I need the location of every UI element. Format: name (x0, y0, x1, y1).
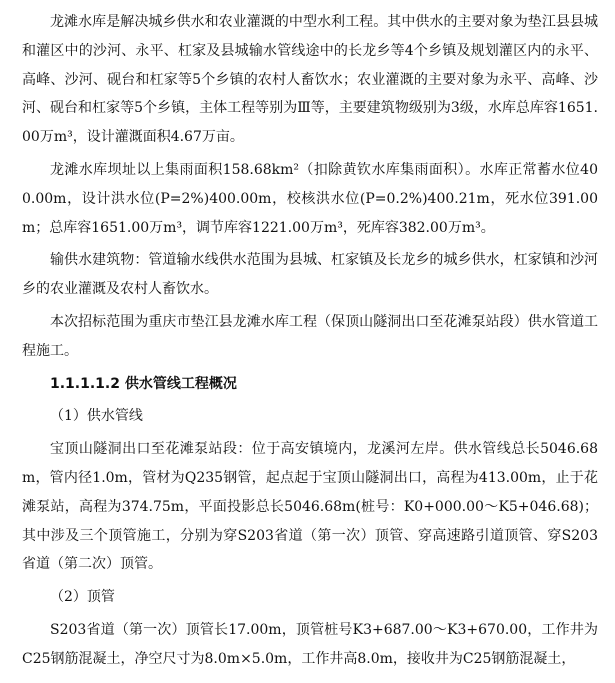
paragraph-reservoir-parameters: 龙滩水库坝址以上集雨面积158.68km²（扣除黄钦水库集雨面积）。水库正常蓄水位400.00m，设计洪水位(P=2%)400.00m，校核洪水位(P=0.2%)400.21m，死水位391.00m；总库容1651.00万m³，调节库容1221.00万m³，死库容382.00万m³。 (22, 161, 598, 236)
subsection-supply-pipeline: （1）供水管线 (50, 408, 143, 425)
paragraph-pipeline-details: 宝顶山隧洞出口至花滩泵站段：位于高安镇境内，龙溪河左岸。供水管线总长5046.68m，管内径1.0m，管材为Q235钢管，起点起于宝顶山隧洞出口，高程为413.00m，止于花滩泵站，高程为374.75m，平面投影总长5046.68m(桩号：K0+000.00～K5+046.68)；其中涉及三个顶管施工，分别为穿S203省道（第一次）顶管、穿高速路引道顶管、穿S203省道（第二次）顶管。 (22, 441, 598, 573)
subsection-pipe-jacking: （2）顶管 (50, 589, 115, 606)
paragraph-reservoir-overview: 龙滩水库是解决城乡供水和农业灌溉的中型水利工程。其中供水的主要对象为垫江县县城和灌区中的沙河、永平、杠家及县城输水管线途中的长龙乡等4个乡镇及规划灌区内的永平、高峰、沙河、砚台和杠家等5个乡镇的农村人畜饮水；农业灌溉的主要对象为永平、高峰、沙河、砚台和杠家等5个乡镇，主体工程等别为Ⅲ等，主要建筑物级别为3级，水库总库容1651.00万m³，设计灌溉面积4.67万亩。 (22, 14, 598, 146)
section-heading: 1.1.1.1.2 供水管线工程概况 (50, 375, 237, 392)
paragraph-water-supply-structures: 输供水建筑物：管道输水线供水范围为县城、杠家镇及长龙乡的城乡供水，杠家镇和沙河乡的农业灌溉及农村人畜饮水。 (22, 252, 598, 298)
paragraph-pipe-jacking-details: S203省道（第一次）顶管长17.00m，顶管桩号K3+687.00～K3+670.00，工作井为C25钢筋混凝土，净空尺寸为8.0m×5.0m，工作井高8.0m，接收井为C25钢筋混凝土， (22, 621, 598, 667)
document-page (22, 8, 598, 678)
paragraph-bid-scope: 本次招标范围为重庆市垫江县龙滩水库工程（保顶山隧洞出口至花滩泵站段）供水管道工程施工。 (22, 313, 598, 359)
